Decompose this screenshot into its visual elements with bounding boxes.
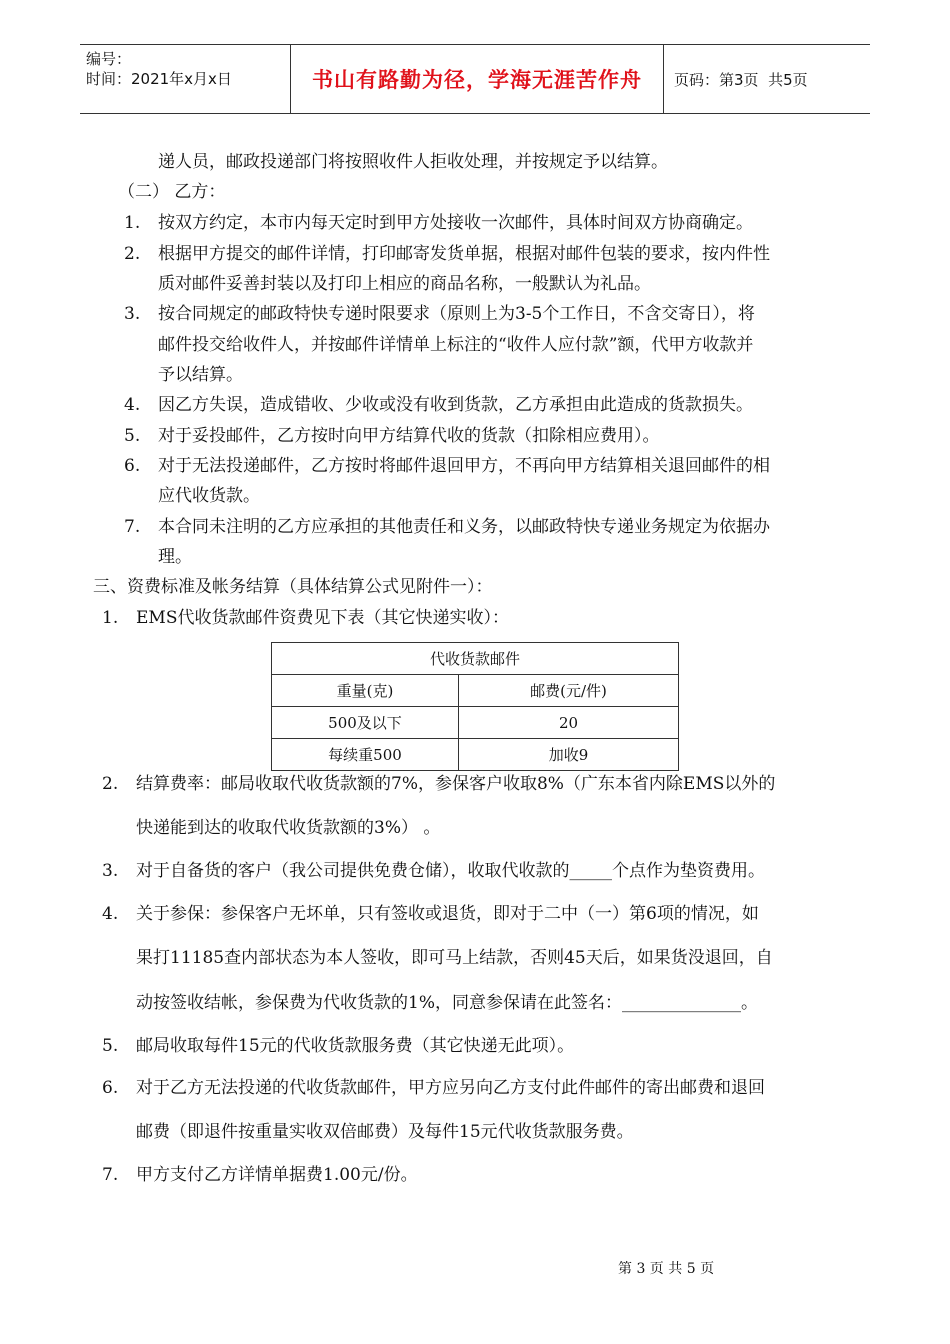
table-cell-fee: 加收9 <box>459 739 679 771</box>
table-cell-fee: 20 <box>459 707 679 739</box>
table-column-headers <box>272 675 679 707</box>
list-number: 4. <box>102 904 119 924</box>
section-heading: 三、资费标准及帐务结算（具体结算公式见附件一）： <box>93 577 493 597</box>
list-number: 6. <box>102 1078 119 1098</box>
section-heading: （二） 乙方： <box>118 182 226 202</box>
list-number: 5. <box>102 1036 119 1056</box>
list-item-text: EMS代收货款邮件资费见下表（其它快递实收）： <box>136 608 509 628</box>
list-item-text: 邮局收取每件15元的代收货款服务费（其它快递无此项）。 <box>136 1036 575 1056</box>
header-motto: 书山有路勤为径，学海无涯苦作舟 <box>291 45 664 113</box>
list-number: 2. <box>124 244 141 264</box>
table-cell-weight: 500及以下 <box>272 707 459 739</box>
list-item-text: 邮费（即退件按重量实收双倍邮费）及每件15元代收货款服务费。 <box>136 1122 634 1142</box>
list-item-text: 因乙方失误，造成错收、少收或没有收到货款，乙方承担由此造成的货款损失。 <box>158 395 753 415</box>
list-item-text: 根据甲方提交的邮件详情，打印邮寄发货单据，根据对邮件包装的要求，按内件性 <box>158 244 770 264</box>
list-item-text: 理。 <box>158 547 192 567</box>
column-header-fee: 邮费(元/件) <box>459 675 679 707</box>
list-number: 3. <box>102 861 119 881</box>
list-item-text: 质对邮件妥善封装以及打印上相应的商品名称，一般默认为礼品。 <box>158 274 651 294</box>
table-row <box>272 739 679 771</box>
list-item-text: 快递能到达的收取代收货款额的3%） 。 <box>136 818 441 838</box>
list-item-text: 对于无法投递邮件，乙方按时将邮件退回甲方，不再向甲方结算相关退回邮件的相 <box>158 456 770 476</box>
list-item-text: 动按签收结帐，参保费为代收货款的1%，同意参保请在此签名：______________。 <box>136 993 758 1013</box>
list-item-text: 按合同规定的邮政特快专递时限要求（原则上为3-5个工作日，不含交寄日），将 <box>158 304 755 324</box>
column-header-weight: 重量(克) <box>272 675 459 707</box>
list-number: 7. <box>102 1165 119 1185</box>
list-item-text: 甲方支付乙方详情单据费1.00元/份。 <box>136 1165 418 1185</box>
header-meta <box>80 45 291 113</box>
list-item-text: 果打11185查内部状态为本人签收，即可马上结款，否则45天后，如果货没退回，自 <box>136 948 773 968</box>
list-item-text: 对于妥投邮件，乙方按时向甲方结算代收的货款（扣除相应费用）。 <box>158 426 660 446</box>
list-number: 7. <box>124 517 141 537</box>
document-time-label: 时间：2021年x月x日 <box>86 70 232 88</box>
footer-page-number: 第 3 页 共 5 页 <box>618 1261 715 1277</box>
list-item-text: 予以结算。 <box>158 365 243 385</box>
table-header-row <box>272 643 679 675</box>
list-item-text: 对于乙方无法投递的代收货款邮件，甲方应另向乙方支付此件邮件的寄出邮费和退回 <box>136 1078 765 1098</box>
list-number: 5. <box>124 426 141 446</box>
list-number: 4. <box>124 395 141 415</box>
page-number-label: 页码：第3页 共5页 <box>674 70 808 89</box>
list-number: 1. <box>124 213 141 233</box>
list-item-text: 结算费率：邮局收取代收货款额的7%，参保客户收取8%（广东本省内除EMS以外的 <box>136 774 776 794</box>
table-title: 代收货款邮件 <box>272 643 679 675</box>
list-item-text: 按双方约定，本市内每天定时到甲方处接收一次邮件，具体时间双方协商确定。 <box>158 213 753 233</box>
page-header <box>80 44 870 114</box>
list-number: 2. <box>102 774 119 794</box>
paragraph-line: 递人员，邮政投递部门将按照收件人拒收处理，并按规定予以结算。 <box>158 152 668 172</box>
header-page-info <box>664 45 870 113</box>
table-row <box>272 707 679 739</box>
list-item-text: 应代收货款。 <box>158 486 260 506</box>
table-cell-weight: 每续重500 <box>272 739 459 771</box>
list-item-text: 本合同未注明的乙方应承担的其他责任和义务，以邮政特快专递业务规定为依据办 <box>158 517 770 537</box>
list-item-text: 邮件投交给收件人，并按邮件详情单上标注的“收件人应付款”额，代甲方收款并 <box>158 335 754 355</box>
list-number: 1. <box>102 608 119 628</box>
fee-table <box>271 642 679 771</box>
list-item-text: 关于参保：参保客户无坏单，只有签收或退货，即对于二中（一）第6项的情况，如 <box>136 904 759 924</box>
list-number: 3. <box>124 304 141 324</box>
list-number: 6. <box>124 456 141 476</box>
list-item-text: 对于自备货的客户（我公司提供免费仓储），收取代收款的_____个点作为垫资费用。 <box>136 861 765 881</box>
document-number-label: 编号： <box>86 50 132 68</box>
